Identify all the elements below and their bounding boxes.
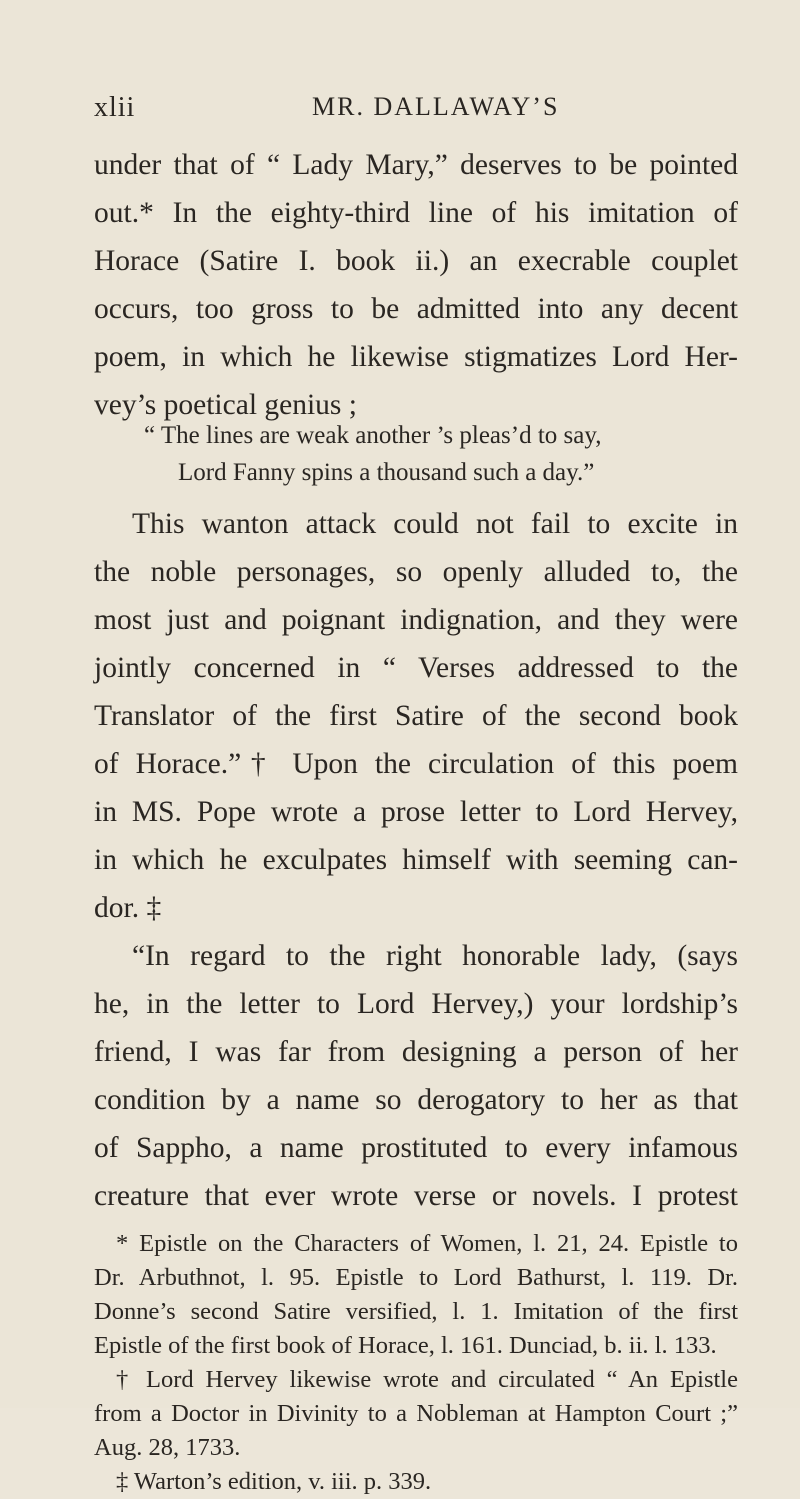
paragraph-1 <box>94 141 738 429</box>
footnote-2-line: Aug. 28, 1733. <box>94 1434 241 1461</box>
text-line: out.* In the eighty-third line of his imitation of <box>94 197 738 229</box>
footnote-2-line: † Lord Hervey likewise wrote and circulated “ An Epistle <box>116 1366 738 1393</box>
footnotes <box>94 1227 738 1499</box>
text-line: poem, in which he likewise stigmatizes Lord Her- <box>94 341 738 373</box>
paragraph-3 <box>94 932 738 1220</box>
text-line: most just and poignant indignation, and they were <box>94 604 738 636</box>
running-head: MR. DALLAWAY’S <box>312 92 560 121</box>
verse-line-2: Lord Fanny spins a thousand such a day.” <box>178 459 595 486</box>
text-line: dor. ‡ <box>94 892 162 924</box>
footnote-2-line: from a Doctor in Divinity to a Nobleman at Hampton Court ;” <box>94 1400 738 1427</box>
footnote-1-line: Epistle of the first book of Horace, l. 161. Dunciad, b. ii. l. 133. <box>94 1332 717 1359</box>
page-number: xlii <box>94 92 136 123</box>
text-line: Horace (Satire I. book ii.) an execrable couplet <box>94 245 738 277</box>
paragraph-2 <box>94 500 738 932</box>
verse-line-1: “ The lines are weak another ’s pleas’d to say, <box>144 422 602 449</box>
text-line: in MS. Pope wrote a prose letter to Lord Hervey, <box>94 796 738 828</box>
footnote-1-line: * Epistle on the Characters of Women, l. 21, 24. Epistle to <box>116 1230 738 1257</box>
text-line: in which he exculpates himself with seeming can- <box>94 844 738 876</box>
footnote-1-line: Donne’s second Satire versified, l. 1. Imitation of the first <box>94 1298 738 1325</box>
text-line: jointly concerned in “ Verses addressed to the <box>94 652 738 684</box>
text-line: This wanton attack could not fail to excite in <box>132 508 738 540</box>
text-line: the noble personages, so openly alluded to, the <box>94 556 738 588</box>
text-line: creature that ever wrote verse or novels. I protest <box>94 1180 738 1212</box>
text-line: friend, I was far from designing a person of her <box>94 1036 738 1068</box>
text-line: occurs, too gross to be admitted into any decent <box>94 293 738 325</box>
text-line: vey’s poetical genius ; <box>94 389 357 421</box>
page-header <box>94 92 734 132</box>
text-line: of Horace.”† Upon the circulation of this poem <box>94 748 738 780</box>
text-line: condition by a name so derogatory to her as that <box>94 1084 738 1116</box>
footnote-3-line: ‡ Warton’s edition, v. iii. p. 339. <box>116 1468 432 1495</box>
text-line: “In regard to the right honorable lady, (says <box>132 940 738 972</box>
text-line: Translator of the first Satire of the second book <box>94 700 738 732</box>
footnote-1-line: Dr. Arbuthnot, l. 95. Epistle to Lord Bathurst, l. 119. Dr. <box>94 1264 738 1291</box>
text-line: he, in the letter to Lord Hervey,) your lordship’s <box>94 988 738 1020</box>
text-line: of Sappho, a name prostituted to every infamous <box>94 1132 738 1164</box>
text-line: under that of “ Lady Mary,” deserves to be pointed <box>94 149 738 181</box>
